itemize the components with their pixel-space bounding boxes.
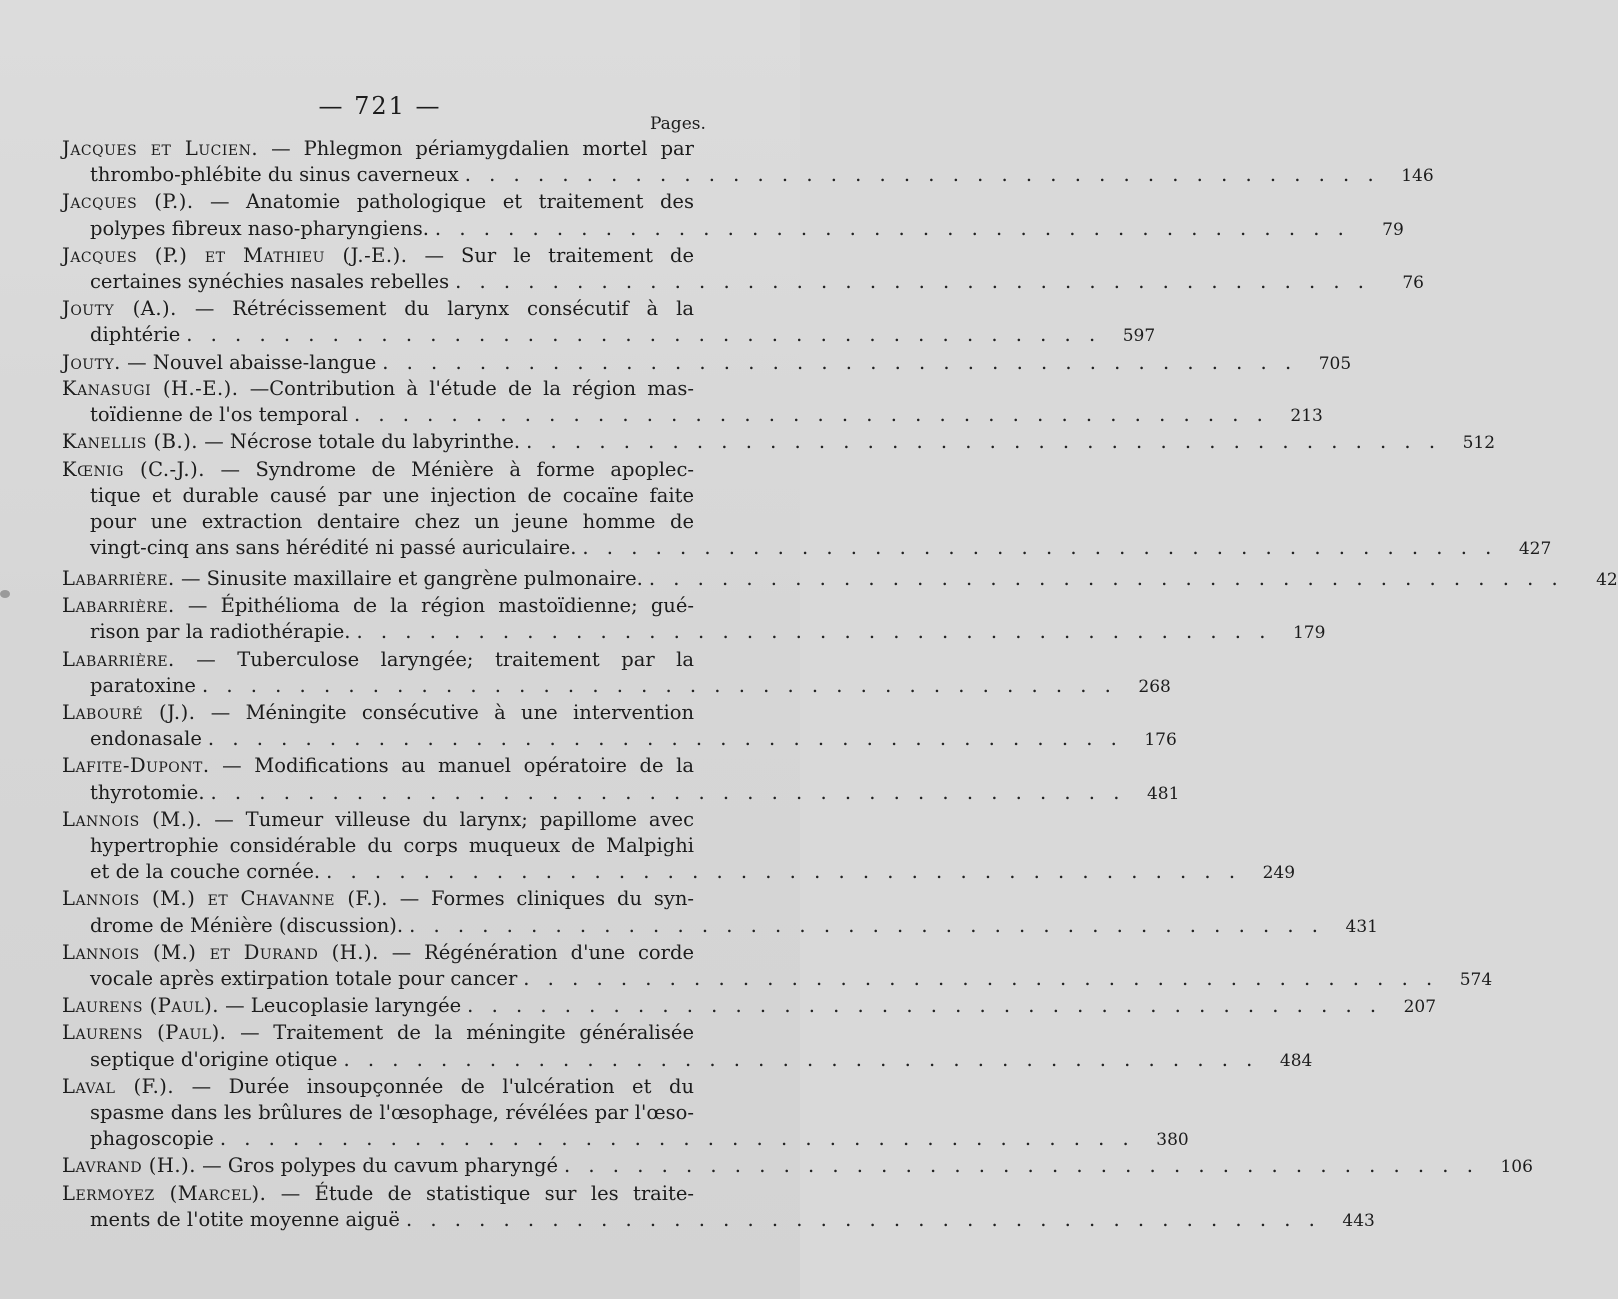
- leader-dots: . . . . . . . . . . . . . . . . . . . . . . . . . . . . . . . . . . . . . .: [356, 620, 1272, 644]
- index-entry: [62, 647, 1171, 700]
- entry-author: Jacques (P.).: [62, 190, 194, 214]
- entry-line: [62, 833, 742, 859]
- page-ref: 443: [1342, 1210, 1375, 1231]
- entry-line: [62, 1207, 1375, 1234]
- entry-title-text: — Anatomie pathologique et traitement des: [210, 190, 694, 214]
- entry-author: Kanellis (B.).: [62, 430, 199, 454]
- leader-dots: . . . . . . . . . . . . . . . . . . . . . . . . . . . . . . . . . . . . . .: [343, 1047, 1259, 1071]
- entry-title-text: drome de Ménière (discussion).: [90, 913, 404, 937]
- entry-title-text: — Formes cliniques du syn-: [399, 887, 695, 911]
- entry-line: [62, 162, 1434, 189]
- section-j: [62, 136, 1434, 377]
- page-ref: 79: [1382, 219, 1404, 240]
- entry-line: [62, 483, 742, 509]
- entry-author: Lannois (M.).: [62, 807, 203, 831]
- page-ref: 106: [1500, 1157, 1533, 1178]
- entry-line: [62, 509, 742, 535]
- entry-title-text: — Traitement de la méningite généralisée: [240, 1021, 694, 1045]
- entry-title-text: pour une extraction dentaire chez un jeune homme de: [90, 510, 694, 534]
- entry-line: [62, 1181, 742, 1207]
- entry-line: [62, 1047, 1313, 1074]
- entry-title-text: vingt-cinq ans sans hérédité ni passé auriculaire.: [90, 536, 577, 560]
- leader-dots: . . . . . . . . . . . . . . . . . . . . . . . . . . . . . . . . . . . . . .: [207, 727, 1123, 751]
- index-entry: [62, 136, 1434, 189]
- entry-line: [62, 189, 742, 215]
- index-entry: [62, 753, 1180, 806]
- entry-title-text: hypertrophie considérable du corps muqueux de Malpighi: [90, 834, 694, 858]
- entry-line: [62, 619, 1326, 646]
- page-ref: 249: [1262, 863, 1296, 884]
- entry-line: [62, 429, 1496, 456]
- entry-line: [62, 1126, 1189, 1153]
- entry-line: [62, 269, 1424, 296]
- entry-line: [62, 593, 742, 619]
- entry-line: [62, 886, 742, 912]
- entry-title-text: — Méningite consécutive à une intervention: [210, 701, 695, 725]
- entry-title-text: — Sur le traitement de: [424, 243, 694, 267]
- entry-title-text: — Rétrécissement du larynx consécutif à la: [194, 297, 694, 321]
- page-ref: 176: [1144, 730, 1177, 751]
- leader-dots: . . . . . . . . . . . . . . . . . . . . . . . . . . . . . . . . . . . . . .: [434, 216, 1350, 240]
- leader-dots: . . . . . . . . . . . . . . . . . . . . . . . . . . . . . . . . . . . . . .: [353, 403, 1269, 427]
- page-ref: 597: [1122, 326, 1156, 347]
- entry-title-text: — Nouvel abaisse-langue: [127, 350, 377, 374]
- leader-dots: . . . . . . . . . . . . . . . . . . . . . . . . . . . . . . . . . . . . . .: [564, 1154, 1479, 1178]
- entry-author: Kœnig (C.-J.).: [62, 457, 205, 481]
- entry-line: [62, 966, 1493, 993]
- entry-title-text: polypes fibreux naso-pharyngiens.: [90, 216, 429, 240]
- entry-title-text: thyrotomie.: [90, 780, 205, 804]
- page-ref: 213: [1290, 406, 1323, 427]
- entry-title-text: certaines synéchies nasales rebelles: [90, 270, 450, 294]
- margin-mark: [0, 590, 10, 598]
- entry-title-text: ments de l'otite moyenne aiguë: [90, 1207, 400, 1231]
- entry-line: [62, 780, 1180, 807]
- entry-line: [62, 1153, 1533, 1180]
- index-entry: [62, 1153, 1533, 1180]
- entry-line: [62, 136, 742, 162]
- leader-dots: . . . . . . . . . . . . . . . . . . . . . . . . . . . . . . . . . . . . . .: [523, 967, 1439, 991]
- leader-dots: . . . . . . . . . . . . . . . . . . . . . . . . . . . . . . . . . . . . . .: [464, 163, 1380, 187]
- entry-title-text: — Sinusite maxillaire et gangrène pulmonaire.: [180, 567, 643, 590]
- entry-author: Lermoyez (Marcel).: [62, 1181, 267, 1205]
- entry-author: Laurens (Paul).: [62, 1021, 227, 1045]
- entry-title-text: thrombo-phlébite du sinus caverneux: [90, 163, 459, 187]
- entry-title-text: —Contribution à l'étude de la région mas-: [249, 377, 695, 400]
- index-entry: [62, 993, 1437, 1020]
- leader-dots: . . . . . . . . . . . . . . . . . . . . . . . . . . . . . . . . . . . . . .: [326, 860, 1242, 884]
- entry-title-text: rison par la radiothérapie.: [90, 620, 351, 644]
- index-entry: [62, 376, 1323, 429]
- entry-author: Labouré (J.).: [62, 701, 196, 725]
- leader-dots: . . . . . . . . . . . . . . . . . . . . . . . . . . . . . . . . . . . . . .: [405, 1207, 1321, 1231]
- entry-title-text: septique d'origine otique: [90, 1047, 338, 1071]
- leader-dots: . . . . . . . . . . . . . . . . . . . . . . . . . . . . . . . . . . . . . .: [467, 994, 1383, 1018]
- entry-line: [62, 913, 1378, 940]
- entry-line: [62, 940, 742, 966]
- page-ref: 427: [1518, 539, 1552, 560]
- index-entry: [62, 1020, 1313, 1073]
- index-entry: [62, 429, 1496, 456]
- index-entry: [62, 350, 1352, 377]
- entry-line: [62, 726, 1177, 753]
- entry-author: Lavrand (H.).: [62, 1154, 196, 1178]
- entry-author: Labarrière.: [62, 647, 175, 671]
- entry-title-text: vocale après extirpation totale pour cancer: [90, 967, 518, 991]
- entry-line: [62, 296, 742, 322]
- entry-line: [62, 566, 1618, 593]
- entry-author: Laval (F.).: [62, 1074, 175, 1098]
- index-entry: [62, 296, 1156, 349]
- index-entry: [62, 886, 1378, 939]
- entry-line: [62, 376, 742, 402]
- entry-line: [62, 216, 1404, 243]
- entry-title-text: — Étude de statistique sur les traite-: [280, 1181, 695, 1205]
- entry-line: [62, 753, 742, 779]
- entry-title-text: — Nécrose totale du labyrinthe.: [204, 430, 521, 454]
- index-entry: [62, 189, 1404, 242]
- index-entry: [62, 940, 1493, 993]
- entry-author: Labarrière.: [62, 594, 175, 618]
- entry-title-text: — Modifications au manuel opératoire de la: [222, 754, 695, 778]
- entry-title-text: tique et durable causé par une injection de cocaïne faite: [90, 483, 694, 507]
- index-entry: [62, 1181, 1375, 1234]
- entry-line: [62, 807, 742, 833]
- entry-title-text: paratoxine: [90, 673, 196, 697]
- entry-line: [62, 350, 1352, 377]
- entry-line: [62, 647, 742, 673]
- leader-dots: . . . . . . . . . . . . . . . . . . . . . . . . . . . . . . . . . . . . . .: [455, 270, 1370, 294]
- entry-author: Laurens (Paul).: [62, 994, 219, 1018]
- index-entry: [62, 807, 1296, 887]
- leader-dots: . . . . . . . . . . . . . . . . . . . . . . . . . . . . . . . . . . . . . .: [186, 323, 1102, 347]
- page-number: — 721 —: [318, 92, 442, 120]
- entry-title-text: — Durée insoupçonnée de l'ulcération et du: [191, 1074, 695, 1098]
- page-ref: 431: [1345, 916, 1378, 937]
- entry-line: [62, 1020, 742, 1046]
- entry-author: Lannois (M.) et Durand (H.).: [62, 940, 379, 964]
- entry-line: [62, 535, 1552, 562]
- entry-title-text: — Leucoplasie laryngée: [225, 994, 462, 1018]
- index-entry: [62, 593, 1326, 646]
- page-ref: 512: [1462, 433, 1496, 454]
- index-entry: [62, 700, 1177, 753]
- page-ref: 146: [1401, 166, 1434, 187]
- page-ref: 481: [1146, 783, 1180, 804]
- page-ref: 380: [1156, 1130, 1189, 1151]
- pages-column-label: Pages.: [650, 114, 706, 134]
- entry-title-text: endonasale: [90, 727, 202, 751]
- entry-title-text: — Régénération d'une corde: [391, 940, 694, 964]
- section-l: [62, 566, 1618, 1234]
- page-ref: 268: [1138, 676, 1171, 697]
- entry-line: [62, 402, 1323, 429]
- index-entry: [62, 243, 1424, 296]
- entry-line: [62, 700, 742, 726]
- page-ref: 484: [1279, 1050, 1313, 1071]
- entry-author: Jouty (A.).: [62, 297, 177, 321]
- leader-dots: . . . . . . . . . . . . . . . . . . . . . . . . . . . . . . . . . . . . . .: [210, 780, 1126, 804]
- entry-title-text: — Tumeur villeuse du larynx; papillome avec: [214, 807, 694, 831]
- entry-line: [62, 322, 1156, 349]
- page-ref: 705: [1318, 353, 1352, 374]
- entry-author: Labarrière.: [62, 567, 175, 590]
- page-ref: 42: [1596, 570, 1618, 590]
- page-ref: 207: [1403, 997, 1437, 1018]
- page-ref: 76: [1402, 273, 1424, 294]
- entry-title-text: et de la couche cornée.: [90, 860, 321, 884]
- entry-title-text: phagoscopie: [90, 1127, 214, 1151]
- page-ref: 179: [1292, 623, 1326, 644]
- entry-title-text: — Syndrome de Ménière à forme apoplec-: [220, 457, 694, 481]
- leader-dots: . . . . . . . . . . . . . . . . . . . . . . . . . . . . . . . . . . . . . .: [526, 430, 1442, 454]
- entry-line: [62, 993, 1437, 1020]
- entry-title-text: diphtérie: [90, 323, 181, 347]
- entry-title-text: — Tuberculose laryngée; traitement par la: [196, 647, 694, 671]
- entry-author: Lafite-Dupont.: [62, 754, 210, 778]
- section-k: [62, 376, 1552, 562]
- entry-line: [62, 243, 742, 269]
- entry-line: [62, 457, 742, 483]
- index-entry: [62, 457, 1552, 563]
- entry-author: Lannois (M.) et Chavanne (F.).: [62, 887, 388, 911]
- leader-dots: . . . . . . . . . . . . . . . . . . . . . . . . . . . . . . . . . . . . . .: [582, 536, 1498, 560]
- leader-dots: . . . . . . . . . . . . . . . . . . . . . . . . . . . . . . . . . . . . . .: [219, 1127, 1135, 1151]
- entry-title-text: — Gros polypes du cavum pharyngé: [202, 1154, 559, 1178]
- entry-author: Kanasugi (H.-E.).: [62, 377, 239, 400]
- leader-dots: . . . . . . . . . . . . . . . . . . . . . . . . . . . . . . . . . . . . . .: [648, 567, 1564, 590]
- index-entry: [62, 566, 1618, 593]
- entry-title-text: spasme dans les brûlures de l'œsophage, révélées par l'œso-: [90, 1101, 694, 1125]
- entry-author: Jacques et Lucien.: [62, 137, 259, 160]
- entry-title-text: toïdienne de l'os temporal: [90, 403, 348, 427]
- entry-author: Jacques (P.) et Mathieu (J.-E.).: [62, 243, 408, 267]
- entry-line: [62, 1100, 742, 1126]
- index-entry: [62, 1074, 1189, 1154]
- leader-dots: . . . . . . . . . . . . . . . . . . . . . . . . . . . . . . . . . . . . . .: [382, 350, 1298, 374]
- entry-line: [62, 859, 1296, 886]
- entry-line: [62, 673, 1171, 700]
- page-ref: 574: [1459, 970, 1493, 991]
- entry-title-text: — Épithélioma de la région mastoïdienne; gué-: [187, 594, 694, 618]
- leader-dots: . . . . . . . . . . . . . . . . . . . . . . . . . . . . . . . . . . . . . .: [409, 913, 1324, 937]
- entry-line: [62, 1074, 742, 1100]
- entry-title-text: — Phlegmon périamygdalien mortel par: [271, 137, 695, 160]
- entry-author: Jouty.: [62, 350, 121, 374]
- leader-dots: . . . . . . . . . . . . . . . . . . . . . . . . . . . . . . . . . . . . . .: [201, 673, 1117, 697]
